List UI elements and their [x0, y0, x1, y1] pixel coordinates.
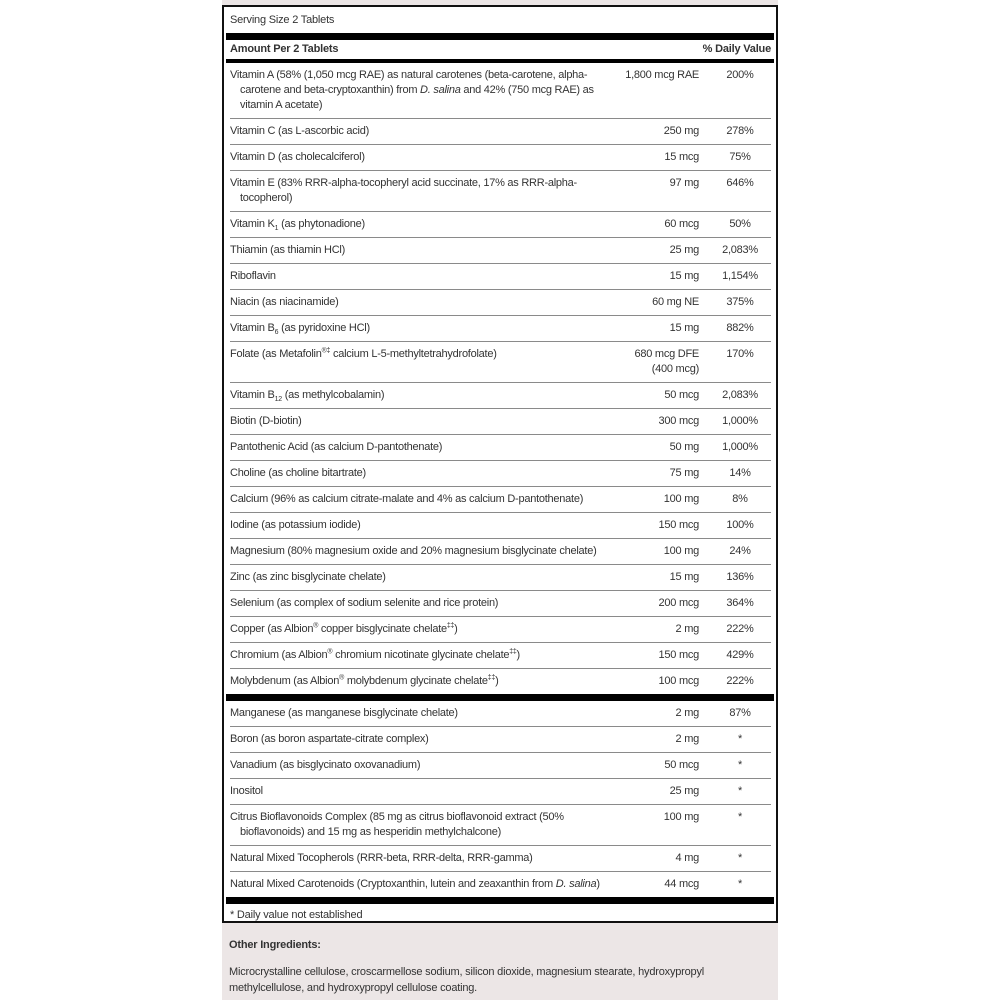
nutrient-name-segment: calcium L-5-methyltetrahydrofolate) [330, 348, 497, 360]
nutrient-name-segment: ) [516, 649, 520, 661]
amount-value: 100 mg [663, 811, 699, 823]
table-row [230, 753, 771, 779]
footnote: * Daily value not established [230, 909, 363, 921]
nutrient-name [230, 758, 604, 773]
daily-value: 2,083% [722, 389, 758, 401]
table-row [230, 805, 771, 846]
table-row [230, 383, 771, 409]
nutrient-name [230, 810, 604, 840]
nutrient-name [230, 295, 604, 310]
table-row [230, 63, 771, 119]
amount [610, 347, 699, 377]
amount [610, 269, 699, 284]
nutrient-name-segment: Choline (as choline bitartrate) [230, 467, 366, 479]
nutrient-name [230, 851, 604, 866]
amount [610, 877, 699, 892]
nutrient-name-segment: 1 [274, 225, 279, 233]
nutrient-name-segment: Biotin (D-biotin) [230, 415, 302, 427]
nutrient-name-segment: ) [495, 675, 499, 687]
nutrient-name-segment: Inositol [230, 785, 263, 797]
nutrient-name-segment: Selenium (as complex of sodium selenite and rice protein) [230, 597, 499, 609]
daily-value: 375% [726, 296, 754, 308]
amount [610, 414, 699, 429]
nutrient-name-segment: ) [596, 878, 600, 890]
amount [610, 68, 699, 113]
nutrient-name-segment: ) [454, 623, 458, 635]
nutrient-name-segment: Copper (as Albion [230, 623, 314, 635]
amount-value: 25 mg [669, 244, 699, 256]
amount [610, 706, 699, 721]
nutrient-name [230, 347, 604, 377]
nutrient-name-segment: Vitamin C (as L-ascorbic acid) [230, 125, 370, 137]
nutrient-name-segment: ® [327, 648, 333, 656]
amount [610, 440, 699, 455]
table-row [230, 539, 771, 565]
nutrient-name-segment: Calcium (96% as calcium citrate-malate and 4% as calcium D-pantothenate) [230, 493, 584, 505]
serving-size: Serving Size 2 Tablets [230, 14, 335, 26]
nutrient-name-segment: Vitamin E (83% RRR-alpha-tocopheryl acid succinate, 17% as RRR-alpha-tocopherol) [230, 177, 577, 204]
table-row [230, 846, 771, 872]
amount [610, 596, 699, 611]
daily-value: 222% [726, 675, 754, 687]
nutrient-name-segment: molybdenum glycinate chelate [344, 675, 488, 687]
amount [610, 492, 699, 507]
amount [610, 732, 699, 747]
daily-value: 222% [726, 623, 754, 635]
nutrient-name-segment: ‡‡ [446, 622, 455, 630]
nutrient-name-segment: D. salina [555, 878, 597, 890]
nutrient-name-segment: Molybdenum (as Albion [230, 675, 340, 687]
nutrient-name-segment: Pantothenic Acid (as calcium D-pantothenate) [230, 441, 443, 453]
nutrient-name-segment: Folate (as Metafolin [230, 348, 322, 360]
daily-value-header: % Daily Value [702, 43, 771, 55]
amount-value: 100 mcg [658, 675, 699, 687]
nutrient-name [230, 674, 604, 689]
nutrient-name-segment: Thiamin (as thiamin HCl) [230, 244, 346, 256]
amount-value: 97 mg [669, 177, 699, 189]
nutrient-name [230, 150, 604, 165]
amount-value: 150 mcg [658, 519, 699, 531]
daily-value: 136% [726, 571, 754, 583]
daily-value: 50% [729, 218, 751, 230]
daily-value: 170% [726, 348, 754, 360]
nutrient-group-2 [224, 701, 776, 897]
table-row [230, 435, 771, 461]
nutrient-name-segment: (as methylcobalamin) [281, 389, 385, 401]
nutrient-name-segment: ‡‡ [487, 674, 496, 682]
amount [610, 217, 699, 232]
amount-value: 2 mg [675, 707, 699, 719]
amount [610, 851, 699, 866]
nutrient-name [230, 784, 604, 799]
nutrient-name [230, 217, 604, 232]
table-header [230, 40, 771, 59]
amount-value: 4 mg [675, 852, 699, 864]
nutrient-name [230, 648, 604, 663]
amount-value: 15 mg [669, 270, 699, 282]
nutrient-name [230, 321, 604, 336]
nutrient-name-segment: Vitamin B [230, 322, 275, 334]
amount-value: 15 mcg [664, 151, 699, 163]
thick-divider [226, 694, 774, 701]
table-row [230, 238, 771, 264]
nutrient-name [230, 440, 604, 455]
amount-value: 100 mg [663, 545, 699, 557]
other-ingredients-text: Microcrystalline cellulose, croscarmellose sodium, silicon dioxide, magnesium stearate, hydroxypropyl methylcellulose, and hydroxypropyl cellulose coating. [229, 966, 704, 994]
amount [610, 622, 699, 637]
table-row [230, 617, 771, 643]
nutrient-name-segment: Vitamin B [230, 389, 275, 401]
table-row [230, 342, 771, 383]
nutrient-name-segment: Manganese (as manganese bisglycinate chelate) [230, 707, 458, 719]
nutrient-group-1 [224, 63, 776, 694]
table-row [230, 701, 771, 727]
amount-value: 25 mg [669, 785, 699, 797]
nutrient-name [230, 732, 604, 747]
table-row [230, 727, 771, 753]
amount-value: 60 mg NE [652, 296, 699, 308]
nutrient-name [230, 243, 604, 258]
daily-value: * [737, 733, 743, 745]
amount-value: 2 mg [675, 733, 699, 745]
table-row [230, 409, 771, 435]
nutrient-name-segment: Vanadium (as bisglycinato oxovanadium) [230, 759, 421, 771]
daily-value: 278% [726, 125, 754, 137]
table-row [230, 171, 771, 212]
nutrient-name [230, 124, 604, 139]
daily-value: 100% [726, 519, 754, 531]
table-row [230, 316, 771, 342]
amount [610, 321, 699, 336]
amount-value: 250 mg [663, 125, 699, 137]
amount [610, 758, 699, 773]
table-row [230, 669, 771, 694]
amount [610, 466, 699, 481]
amount [610, 570, 699, 585]
table-row [230, 643, 771, 669]
nutrient-name-segment: chromium nicotinate glycinate chelate [332, 649, 510, 661]
nutrient-name [230, 622, 604, 637]
nutrient-name-segment: copper bisglycinate chelate [318, 623, 447, 635]
nutrient-name-segment: Natural Mixed Tocopherols (RRR-beta, RRR-delta, RRR-gamma) [230, 852, 533, 864]
nutrient-name-segment: Zinc (as zinc bisglycinate chelate) [230, 571, 386, 583]
nutrient-name-segment: ‡‡ [509, 648, 517, 656]
nutrient-name [230, 176, 604, 206]
amount-value: 2 mg [675, 623, 699, 635]
amount [610, 518, 699, 533]
table-row [230, 487, 771, 513]
table-row [230, 290, 771, 316]
daily-value: * [737, 785, 743, 797]
nutrient-name-segment: ® [313, 622, 319, 630]
nutrient-name-segment: ® [339, 674, 345, 682]
amount-value: 150 mcg [658, 649, 699, 661]
nutrient-name-segment: 6 [274, 329, 279, 337]
amount-value: 44 mcg [664, 878, 699, 890]
daily-value: * [737, 852, 743, 864]
daily-value: 87% [729, 707, 751, 719]
nutrient-name [230, 68, 604, 113]
daily-value: 882% [726, 322, 754, 334]
nutrient-name [230, 570, 604, 585]
amount-value: 50 mcg [664, 759, 699, 771]
daily-value: 1,000% [722, 415, 758, 427]
amount-secondary: (400 mcg) [651, 363, 699, 375]
thick-divider [226, 897, 774, 904]
nutrient-name-segment: Niacin (as niacinamide) [230, 296, 339, 308]
table-row [230, 513, 771, 539]
supplement-facts-table [222, 5, 778, 923]
amount [610, 176, 699, 206]
daily-value: 646% [726, 177, 754, 189]
table-row [230, 461, 771, 487]
amount [610, 124, 699, 139]
nutrient-name [230, 544, 604, 559]
nutrient-name-segment: Vitamin A (58% (1,050 mcg RAE) as natural carotenes (beta-carotene, alpha-carotene and beta-cryptoxanthin) from [230, 69, 588, 96]
table-row [230, 145, 771, 171]
daily-value: 364% [726, 597, 754, 609]
amount-value: 60 mcg [664, 218, 699, 230]
table-row [230, 872, 771, 897]
amount-value: 300 mcg [658, 415, 699, 427]
daily-value: * [737, 811, 743, 823]
amount-per-header: Amount Per 2 Tablets [230, 43, 339, 55]
nutrient-name-segment: Vitamin K [230, 218, 275, 230]
amount [610, 150, 699, 165]
daily-value: 429% [726, 649, 754, 661]
amount-value: 1,800 mcg RAE [625, 69, 699, 81]
amount [610, 295, 699, 310]
daily-value: 2,083% [722, 244, 758, 256]
amount [610, 544, 699, 559]
amount [610, 388, 699, 403]
nutrient-name-segment: Chromium (as Albion [230, 649, 328, 661]
nutrient-name [230, 706, 604, 721]
nutrient-name-segment: 12 [274, 396, 282, 404]
amount-value: 50 mcg [664, 389, 699, 401]
nutrient-name-segment: Natural Mixed Carotenoids (Cryptoxanthin, lutein and zeaxanthin from [230, 878, 556, 890]
nutrient-name-segment: D. salina [420, 84, 461, 96]
amount-value: 200 mcg [658, 597, 699, 609]
daily-value: 200% [726, 69, 754, 81]
amount-value: 75 mg [669, 467, 699, 479]
nutrient-name-segment: Iodine (as potassium iodide) [230, 519, 361, 531]
daily-value: 1,154% [722, 270, 758, 282]
table-row [230, 591, 771, 617]
daily-value: 8% [732, 493, 748, 505]
nutrient-name-segment: (as pyridoxine HCl) [278, 322, 370, 334]
table-row [230, 264, 771, 290]
table-row [230, 212, 771, 238]
amount [610, 243, 699, 258]
nutrient-name [230, 388, 604, 403]
nutrient-name-segment: and 42% (750 mcg RAE) as vitamin A acetate) [240, 84, 594, 111]
daily-value: 14% [729, 467, 751, 479]
amount [610, 784, 699, 799]
amount-value: 100 mg [663, 493, 699, 505]
daily-value: 24% [729, 545, 751, 557]
thick-divider [226, 33, 774, 40]
nutrient-name [230, 492, 604, 507]
table-row [230, 565, 771, 591]
other-ingredients-title: Other Ingredients: [229, 939, 321, 951]
nutrient-name [230, 414, 604, 429]
amount-value: 680 mcg DFE [634, 348, 699, 360]
nutrient-name [230, 466, 604, 481]
daily-value: * [737, 759, 743, 771]
amount-value: 15 mg [669, 322, 699, 334]
amount [610, 810, 699, 840]
amount-value: 15 mg [669, 571, 699, 583]
amount-value: 50 mg [669, 441, 699, 453]
daily-value: 75% [729, 151, 751, 163]
nutrient-name [230, 877, 604, 892]
amount [610, 674, 699, 689]
nutrient-name [230, 596, 604, 611]
daily-value: * [737, 878, 743, 890]
table-row [230, 119, 771, 145]
nutrient-name-segment: Vitamin D (as cholecalciferol) [230, 151, 365, 163]
nutrient-name [230, 269, 604, 284]
nutrient-name [230, 518, 604, 533]
nutrient-name-segment: Magnesium (80% magnesium oxide and 20% magnesium bisglycinate chelate) [230, 545, 597, 557]
nutrient-name-segment: Citrus Bioflavonoids Complex (85 mg as citrus bioflavonoid extract (50% bioflavonoids) and 15 mg as hesperidin methylchalcone) [230, 811, 564, 838]
amount [610, 648, 699, 663]
nutrient-name-segment: Riboflavin [230, 270, 276, 282]
nutrient-name-segment: Boron (as boron aspartate-citrate complex) [230, 733, 429, 745]
daily-value: 1,000% [722, 441, 758, 453]
table-row [230, 779, 771, 805]
nutrient-name-segment: (as phytonadione) [278, 218, 365, 230]
nutrient-name-segment: ®‡ [321, 347, 331, 355]
